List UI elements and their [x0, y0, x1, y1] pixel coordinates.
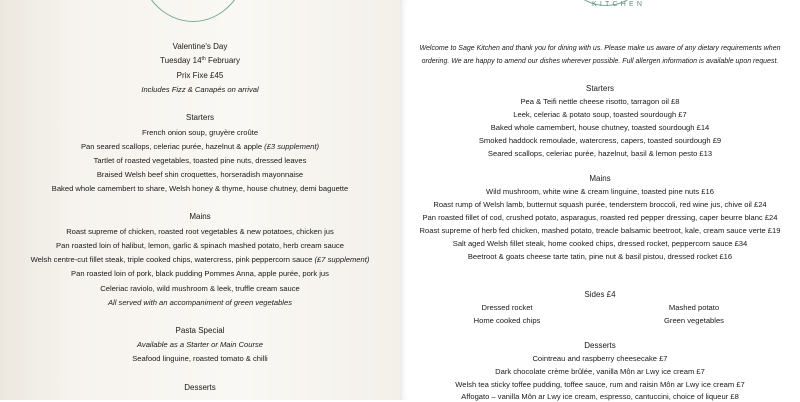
starter-item: Tartlet of roasted vegetables, toasted pine nuts, dressed leaves: [93, 156, 307, 165]
event-date: Tuesday 14th February: [160, 56, 240, 65]
main-item: Roast supreme of chicken, roasted root vegetables & new potatoes, chicken jus: [66, 227, 334, 236]
starters-heading: Starters: [585, 84, 615, 93]
main-item: Roast supreme of herb fed chicken, mashed potato, treacle balsamic beetroot, kale, cream sauce verte £19: [419, 226, 781, 235]
main-item: Pan roasted loin of pork, black pudding Pommes Anna, apple purée, pork jus: [71, 269, 329, 278]
starter-item: French onion soup, gruyère croûte: [141, 128, 259, 137]
dessert-item: Cointreau and raspberry cheesecake £7: [532, 354, 668, 363]
starter-item: Pan seared scallops, celeriac purée, hazelnut & apple (£3 supplement): [80, 142, 320, 151]
main-item: Welsh centre-cut fillet steak, triple cooked chips, watercress, pink peppercorn sauce (£7 supplement): [30, 255, 370, 264]
side-item: Home cooked chips: [473, 316, 541, 325]
event-title: Valentine's Day: [172, 42, 228, 51]
main-item: Celeriac raviolo, wild mushroom & leek, truffle cream sauce: [100, 284, 300, 293]
main-item: Beetroot & goats cheese tarte tatin, pine nut & basil pistou, dressed rocket £16: [467, 252, 733, 261]
supplement-note: (£7 supplement): [314, 255, 370, 264]
main-item: Pan roasted loin of halibut, lemon, garlic & spinach mashed potato, herb cream sauce: [56, 241, 344, 250]
desserts-heading: Desserts: [184, 383, 216, 392]
starter-item: Pea & Teifi nettle cheese risotto, tarragon oil £8: [520, 97, 680, 106]
includes-note: Includes Fizz & Canapés on arrival: [141, 85, 259, 94]
mains-heading: Mains: [589, 174, 611, 183]
mains-accompaniment-note: All served with an accompaniment of green vegetables: [107, 298, 293, 307]
logo-arc-decoration: [138, 0, 248, 22]
side-item: Green vegetables: [664, 316, 724, 325]
side-item: Mashed potato: [668, 303, 720, 312]
side-item: Dressed rocket: [481, 303, 533, 312]
desserts-heading: Desserts: [584, 341, 616, 350]
starter-item: Baked whole camembert, house chutney, toasted sourdough £14: [490, 123, 710, 132]
pasta-heading: Pasta Special: [175, 326, 225, 335]
starter-item: Seared scallops, celeriac purée, hazelnut, basil & lemon pesto £13: [487, 149, 713, 158]
main-item: Roast rump of Welsh lamb, butternut squash purée, tenderstem broccoli, red wine jus, chive oil £24: [433, 200, 767, 209]
supplement-note: (£3 supplement): [264, 142, 320, 151]
welcome-intro: Welcome to Sage Kitchen and thank you for dining with us. Please make us aware of any dietary requirements when: [419, 45, 781, 52]
valentines-menu-page: [0, 0, 400, 400]
starter-item: Baked whole camembert to share, Welsh honey & thyme, house chutney, demi baguette: [51, 184, 349, 193]
starters-heading: Starters: [185, 113, 215, 122]
dessert-item: Welsh tea sticky toffee pudding, toffee sauce, rum and raisin Môn ar Lwy ice cream £7: [455, 380, 745, 389]
starter-item: Leek, celeriac & potato soup, toasted sourdough £7: [513, 110, 687, 119]
mains-heading: Mains: [189, 212, 211, 221]
main-item: Pan roasted fillet of cod, crushed potato, asparagus, roasted red pepper dressing, caper beurre blanc £24: [422, 213, 778, 222]
pasta-note: Available as a Starter or Main Course: [136, 340, 264, 349]
prix-fixe-price: Prix Fixe £45: [176, 71, 224, 80]
sides-heading: Sides £4: [584, 290, 616, 299]
starter-item: Braised Welsh beef shin croquettes, horseradish mayonnaise: [96, 170, 304, 179]
dessert-item: Dark chocolate crème brûlée, vanilla Môn ar Lwy ice cream £7: [495, 367, 705, 376]
brand-logo-text: KITCHEN: [592, 1, 646, 8]
main-item: Salt aged Welsh fillet steak, home cooked chips, dressed rocket, peppercorn sauce £34: [452, 239, 748, 248]
starter-item: Smoked haddock remoulade, watercress, capers, toasted sourdough £9: [478, 136, 722, 145]
main-item: Wild mushroom, white wine & cream linguine, toasted pine nuts £16: [486, 187, 714, 196]
welcome-intro: ordering. We are happy to amend our dishes wherever possible. Full allergen information is available upon request.: [421, 58, 779, 65]
dessert-item: Affogato – vanilla Môn ar Lwy ice cream, espresso, cantuccini, choice of liqueur £8: [461, 392, 739, 401]
pasta-item: Seafood linguine, roasted tomato & chilli: [132, 354, 268, 363]
